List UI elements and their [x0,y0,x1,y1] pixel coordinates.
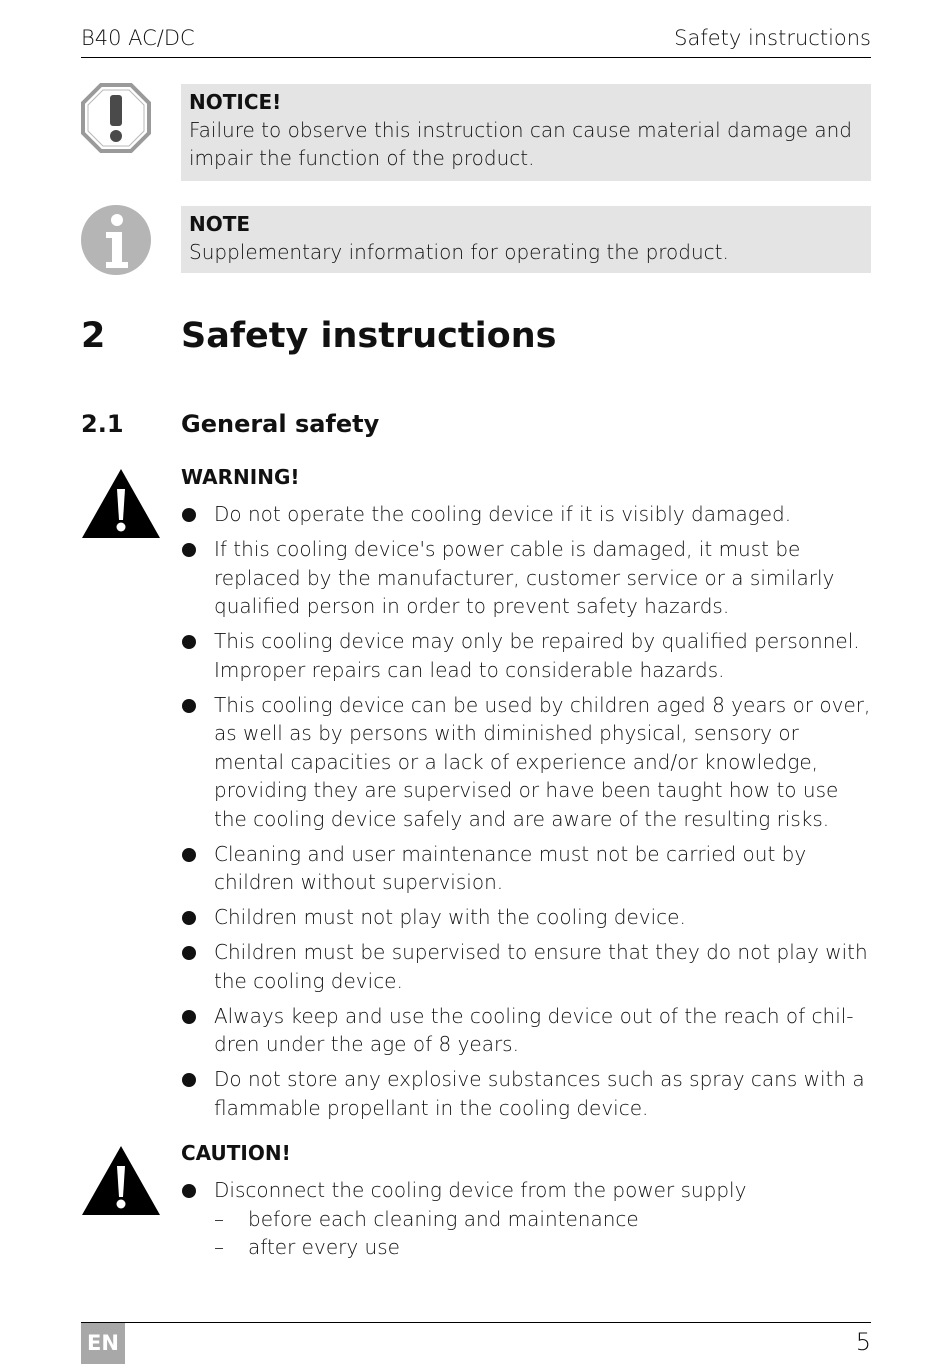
sub-list-item: – before each cleaning and maintenance [214,1206,639,1231]
subsection-title: General safety [181,410,380,438]
bullet-dot-icon [182,543,196,557]
bullet-dot-icon [182,508,196,522]
list-item: This cooling device may only be repaired by qualified personnel. Improper repairs can lead to considerable hazards. [181,627,873,684]
list-item: Always keep and use the cooling device out of the reach of chil-dren under the age of 8 years. [181,1002,873,1059]
list-item: Children must be supervised to ensure that they do not play with the cooling device. [181,938,873,995]
caution-list [181,1176,873,1268]
caution-signal-word: CAUTION! [181,1141,291,1165]
list-item: This cooling device can be used by children aged 8 years or over, as well as by persons with diminished physical, sensory or mental capacities or a lack of experience and/or knowledge, providing they are supervised or have been taught how to use the cooling device safely and are aware of the resulting risks. [181,691,873,834]
note-title: NOTE [189,212,251,236]
section-number: 2 [81,316,106,356]
list-item: Children must not play with the cooling device. [181,903,873,932]
list-item: Do not operate the cooling device if it is visibly damaged. [181,500,873,529]
list-item: If this cooling device's power cable is damaged, it must be replaced by the manufacturer, customer service or a similarly qualified person in order to prevent safety hazards. [181,535,873,621]
bullet-dot-icon [182,1073,196,1087]
sub-list-item: – after every use [214,1235,400,1259]
bullet-dot-icon [182,699,196,713]
page-number: 5 [855,1328,871,1356]
bullet-dot-icon [182,911,196,925]
info-circle-icon [80,204,152,276]
warning-triangle-icon [80,467,162,540]
list-item: Do not store any explosive substances such as spray cans with a flammable propellant in the cooling device. [181,1065,873,1122]
header-section-title: Safety instructions [674,26,871,50]
list-item: Cleaning and user maintenance must not be carried out by children without supervision. [181,840,873,897]
footer-divider [81,1322,871,1323]
bullet-dot-icon [182,848,196,862]
warning-list [181,500,873,1129]
caution-sub-list [214,1205,873,1262]
note-text: Supplementary information for operating the product. [189,240,729,264]
list-item: Disconnect the cooling device from the power supply – before each cleaning and maintenance – after every use [181,1176,873,1262]
header-divider [81,57,871,58]
warning-signal-word: WARNING! [181,465,300,489]
notice-octagon-icon [80,82,152,154]
note-box [181,206,871,273]
header-model: B40 AC/DC [81,26,195,50]
language-badge: EN [81,1323,125,1364]
caution-triangle-icon [80,1144,162,1217]
section-title: Safety instructions [181,316,557,356]
bullet-dot-icon [182,1010,196,1024]
bullet-dot-icon [182,1184,196,1198]
notice-box [181,84,871,181]
subsection-number: 2.1 [81,410,124,438]
bullet-dot-icon [182,946,196,960]
bullet-dot-icon [182,635,196,649]
notice-title: NOTICE! [189,90,282,114]
notice-text: Failure to observe this instruction can cause material damage and impair the function of the product. [189,118,852,170]
